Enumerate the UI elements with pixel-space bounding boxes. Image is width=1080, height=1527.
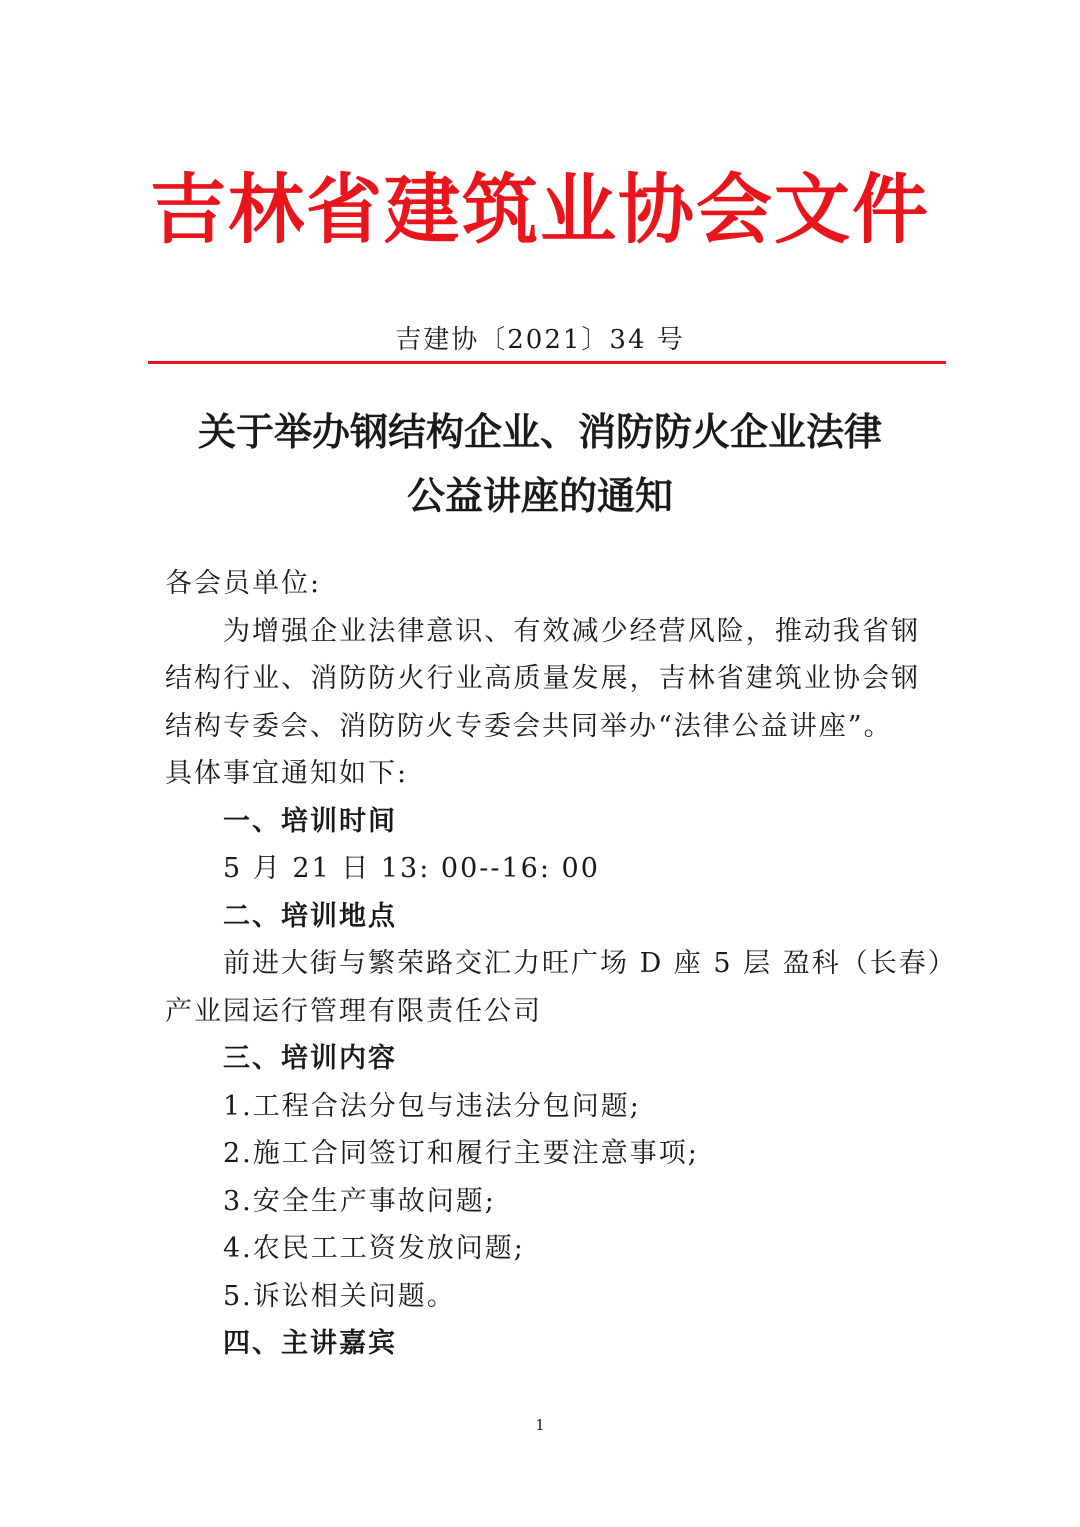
notice-title-line-2: 公益讲座的通知 <box>406 474 673 518</box>
intro-line-3: 结构专委会、消防防火专委会共同举办“法律公益讲座”。 <box>165 710 893 742</box>
intro-line-2: 结构行业、消防防火行业高质量发展，吉林省建筑业协会钢 <box>165 663 920 694</box>
salutation: 各会员单位: <box>165 568 322 599</box>
notice-title <box>160 400 920 528</box>
section-heading-time: 一、培训时间 <box>223 805 397 837</box>
training-time: 5 月 21 日 13: 00--16: 00 <box>223 853 600 884</box>
section-heading-speakers: 四、主讲嘉宾 <box>223 1328 397 1359</box>
notice-title-line-1: 关于举办钢结构企业、消防防火企业法律 <box>197 410 882 454</box>
document-number: 吉建协〔2021〕34 号 <box>395 325 685 355</box>
training-location-line-1: 前进大街与繁荣路交汇力旺广场 D 座 5 层 盈科（长春） <box>223 948 957 979</box>
section-heading-location: 二、培训地点 <box>223 900 397 932</box>
intro-line-4: 具体事宜通知如下: <box>165 758 409 789</box>
content-item-4: 4.农民工工资发放问题; <box>223 1233 525 1264</box>
content-item-3: 3.安全生产事故问题; <box>223 1185 496 1217</box>
content-item-1: 1.工程合法分包与违法分包问题; <box>223 1090 641 1122</box>
section-heading-content: 三、培训内容 <box>223 1043 397 1074</box>
content-item-2: 2.施工合同签订和履行主要注意事项; <box>223 1138 699 1169</box>
content-item-5: 5.诉讼相关问题。 <box>223 1280 456 1312</box>
training-location-line-2: 产业园运行管理有限责任公司 <box>165 995 542 1027</box>
notice-body <box>165 560 957 1368</box>
intro-line-1: 为增强企业法律意识、有效减少经营风险，推动我省钢 <box>223 615 920 647</box>
red-divider-line <box>148 361 946 364</box>
document-header-title: 吉林省建筑业协会文件 <box>150 165 930 254</box>
page-number: 1 <box>535 1416 545 1434</box>
